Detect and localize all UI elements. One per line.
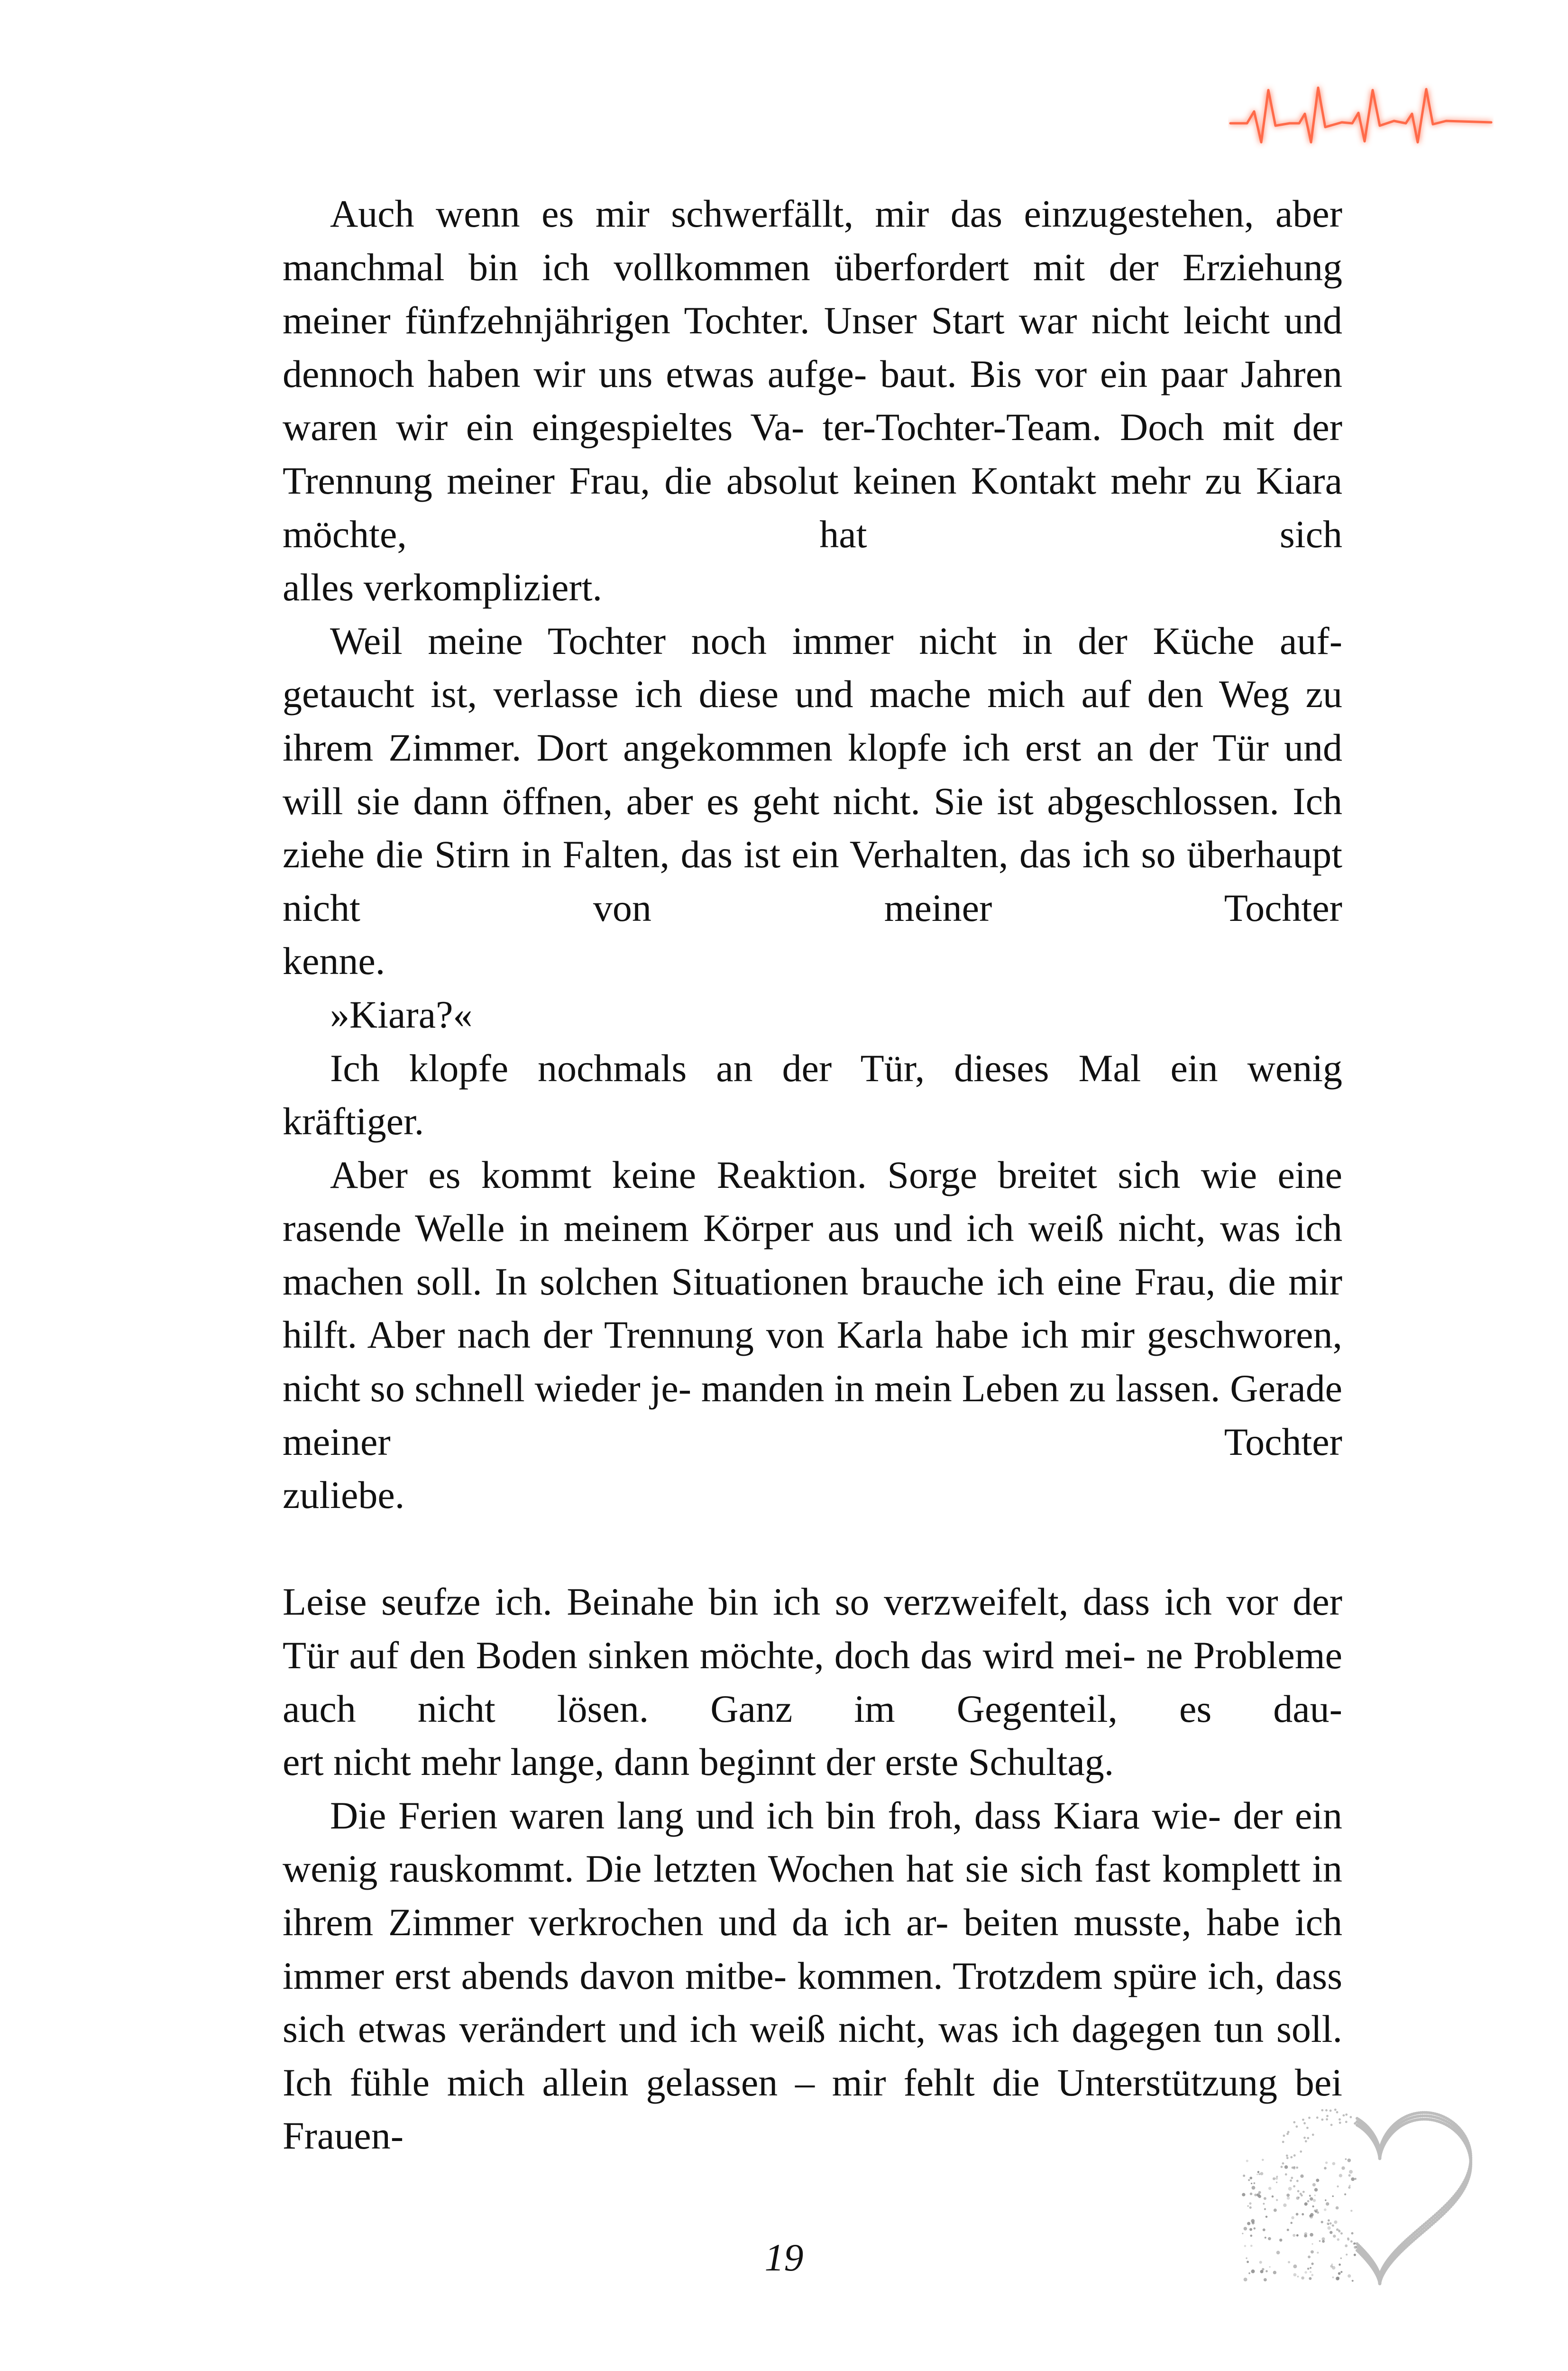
paragraph-6: Die Ferien waren lang und ich bin froh, dass Kiara wie- der ein wenig rauskommt. Die letzten Wochen hat sie sich fast komplett in ihrem Zimmer verkrochen und da ich ar- beiten musste, habe ich immer erst abends davon mitbe- kommen. Trotzdem spüre ich, dass sich etwas verändert und ich weiß nicht, was ich dagegen tun soll. Ich fühle mich allein gelassen – mir fehlt die Unterstützung bei Frauen- <box>283 1793 1343 2158</box>
book-page-text <box>283 187 1342 2163</box>
paragraph-5: Leise seufze ich. Beinahe bin ich so verzweifelt, dass ich vor der Tür auf den Boden sinken möchte, doch das wird mei- ne Probleme auch nicht lösen. Ganz im Gegenteil, es dau- <box>283 1580 1342 1730</box>
section-break <box>283 1522 1342 1576</box>
paragraph-3-end: kräftiger. <box>283 1100 424 1143</box>
paragraph-2-end: kenne. <box>283 939 385 983</box>
page-number: 19 <box>764 2236 804 2279</box>
paragraph-4-end: zuliebe. <box>283 1473 405 1517</box>
paragraph-3: Ich klopfe nochmals an der Tür, dieses Mal ein wenig <box>330 1046 1342 1090</box>
paragraph-4: Aber es kommt keine Reaktion. Sorge breitet sich wie eine rasende Welle in meinem Körper aus und ich weiß nicht, was ich machen soll. In solchen Situationen brauche ich eine Frau, die mir hilft. Aber nach der Trennung von Karla habe ich mir geschworen, nicht so schnell wieder je- manden in mein Leben zu lassen. Gerade meiner Tochter <box>283 1153 1343 1463</box>
paragraph-5-end: ert nicht mehr lange, dann beginnt der erste Schultag. <box>283 1740 1114 1784</box>
paragraph-1-end: alles verkompliziert. <box>283 566 602 609</box>
heartbeat-line-icon <box>1228 71 1494 161</box>
paragraph-1: Auch wenn es mir schwerfällt, mir das einzugestehen, aber manchmal bin ich vollkommen überfordert mit der Erziehung meiner fünfzehnjährigen Tochter. Unser Start war nicht leicht und dennoch haben wir uns etwas aufge- baut. Bis vor ein paar Jahren waren wir ein eingespieltes Va- ter-Tochter-Team. Doch mit der Trennung meiner Frau, die absolut keinen Kontakt mehr zu Kiara möchte, hat sich <box>283 192 1343 556</box>
dialogue-line: »Kiara?« <box>330 993 473 1036</box>
paragraph-2: Weil meine Tochter noch immer nicht in der Küche auf- getaucht ist, verlasse ich diese und mache mich auf den Weg zu ihrem Zimmer. Dort angekommen klopfe ich erst an der Tür und will sie dann öffnen, aber es geht nicht. Sie ist abgeschlossen. Ich ziehe die Stirn in Falten, das ist ein Verhalten, das ich so überhaupt nicht von meiner Tochter <box>283 619 1343 929</box>
